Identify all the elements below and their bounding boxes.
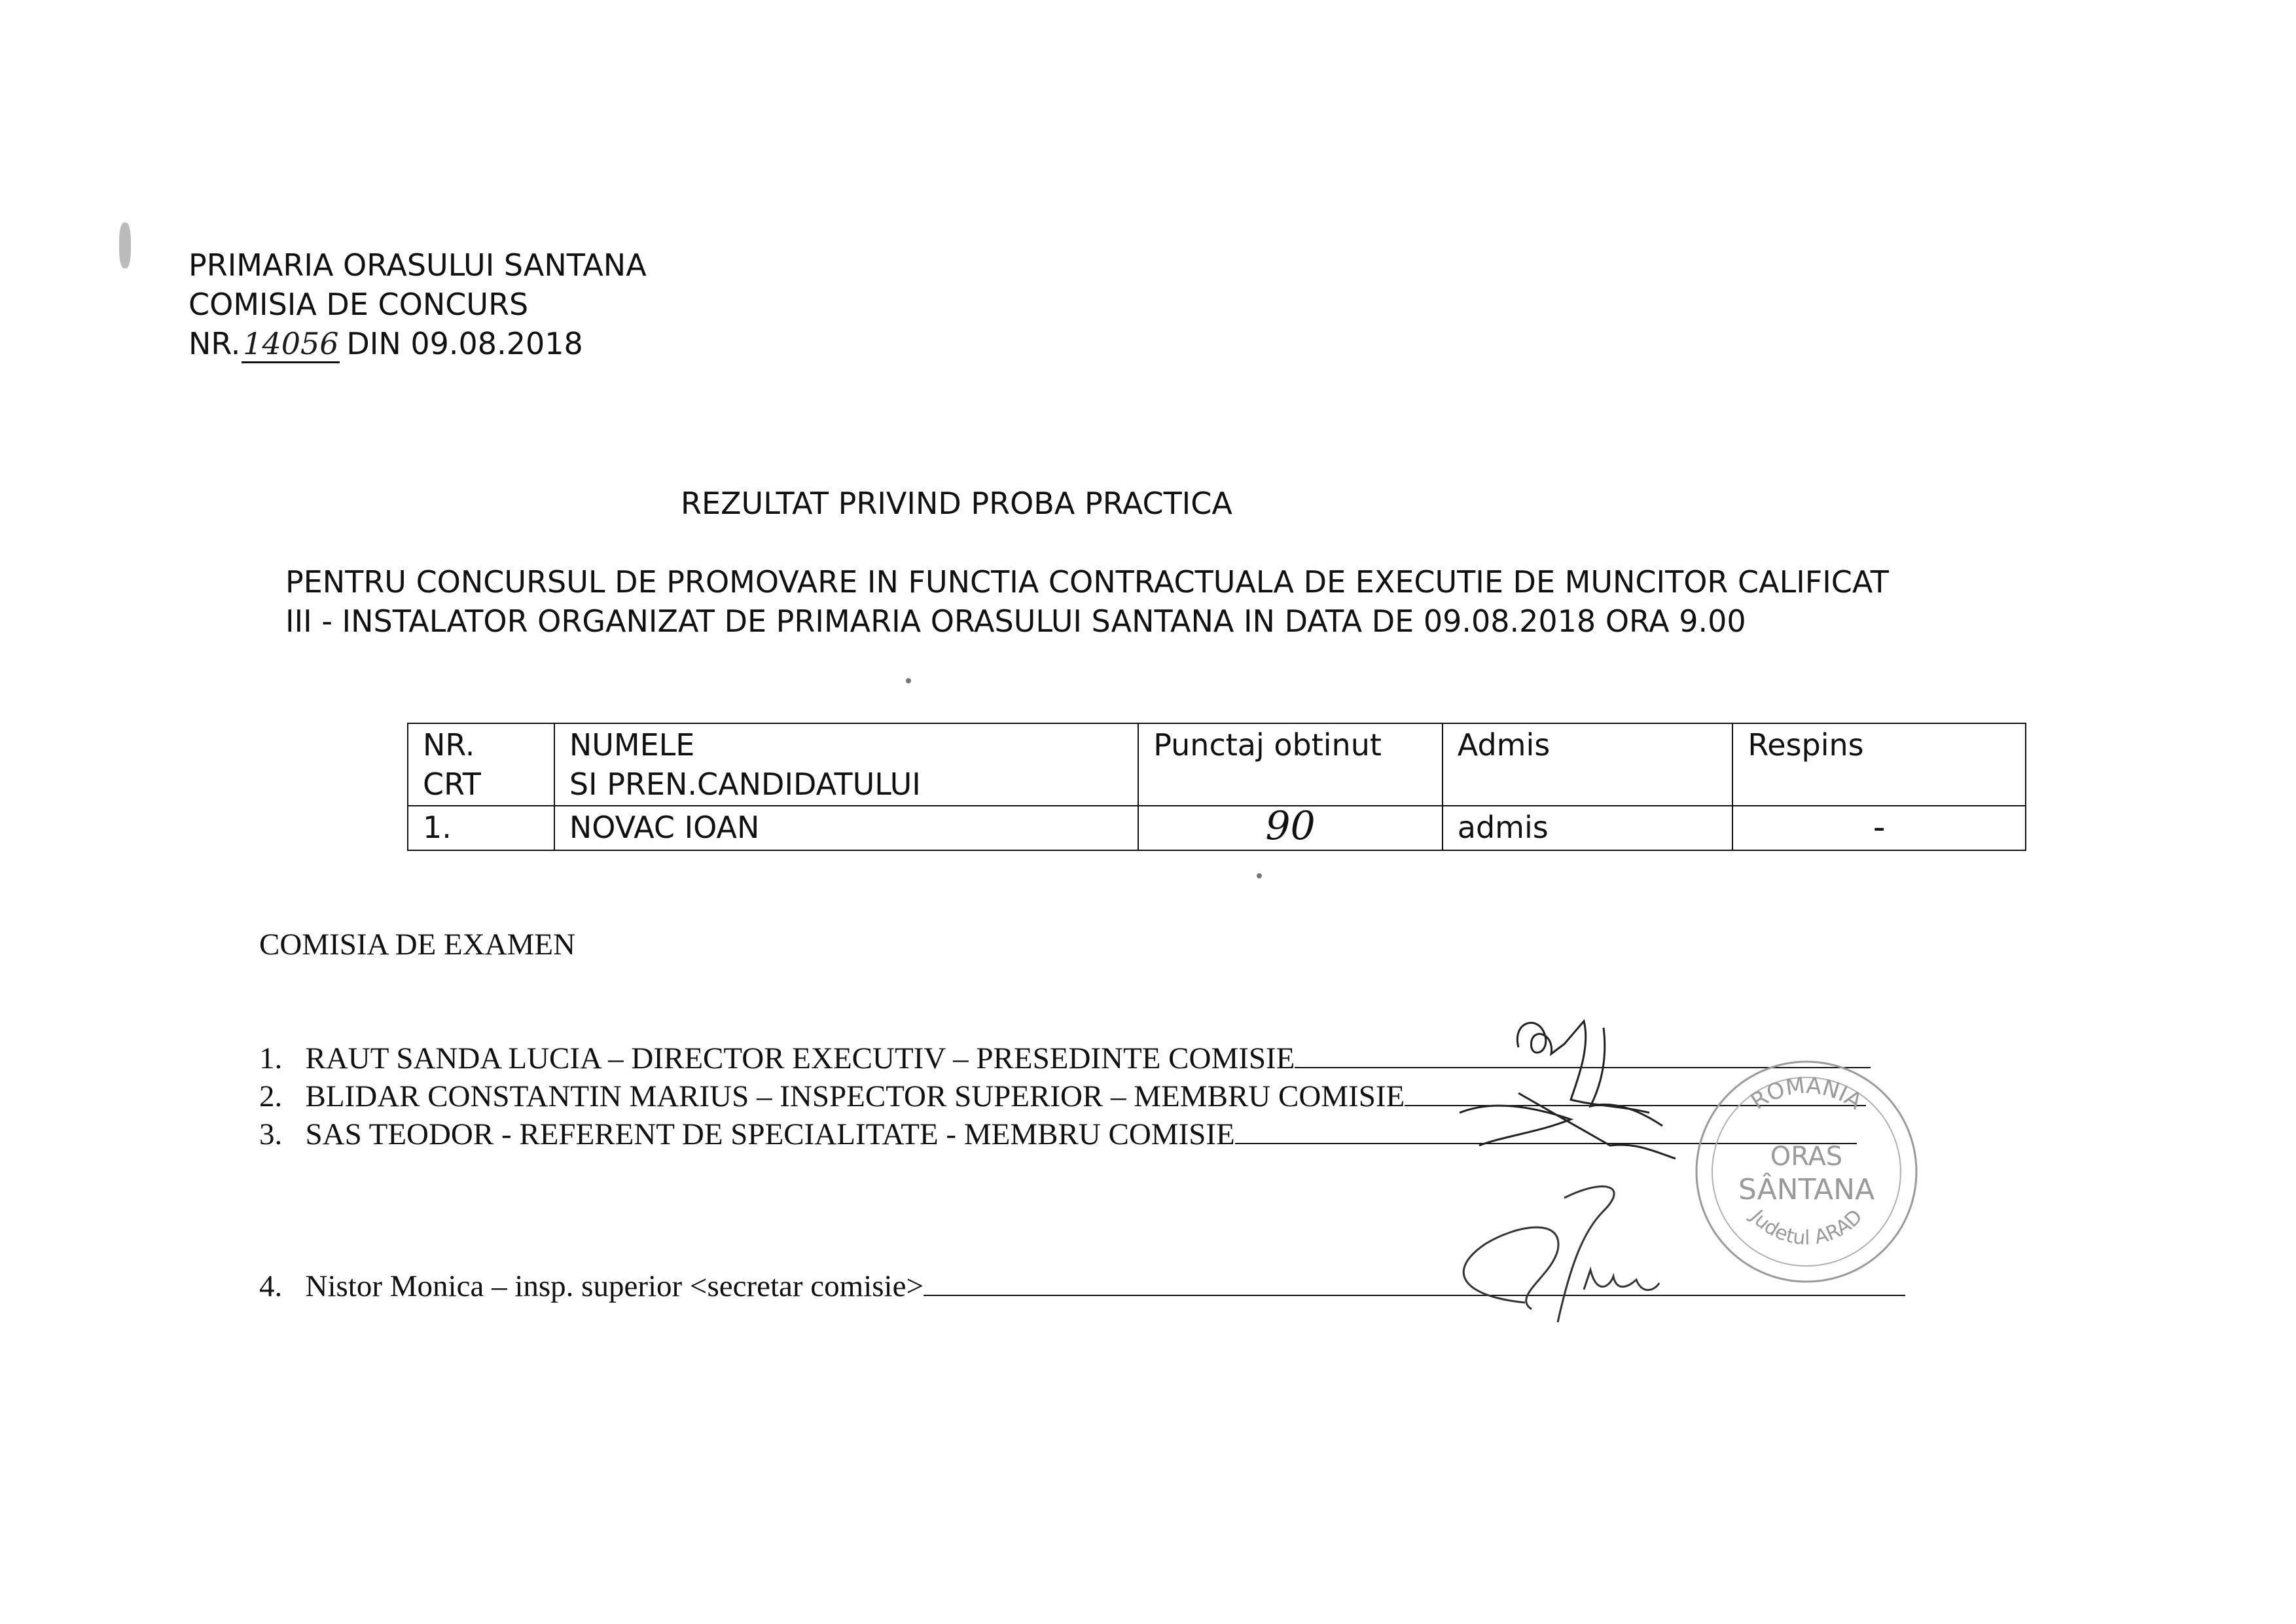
institution-name: PRIMARIA ORASULUI SANTANA (188, 247, 647, 283)
scan-artifact (119, 223, 131, 268)
row-admitted: admis (1443, 806, 1733, 850)
official-stamp (1689, 1054, 1924, 1290)
header-rejected: Respins (1732, 723, 2026, 806)
row-nr: 1. (408, 806, 554, 850)
department-name: COMISIA DE CONCURS (188, 287, 529, 322)
stamp-line-1: ORAS (1770, 1142, 1843, 1172)
handwritten-score: 90 (1265, 803, 1316, 849)
header-candidate-name: NUMELE SI PREN.CANDIDATULUI (554, 723, 1138, 806)
signature-blidar (1440, 1074, 1689, 1165)
scan-artifact (1257, 873, 1262, 878)
document-subtitle-line-2: III - INSTALATOR ORGANIZAT DE PRIMARIA ORASULUI SANTANA IN DATA DE 09.08.2018 ORA 9.00 (285, 604, 1746, 639)
table-header-row (408, 723, 2026, 806)
committee-member-4: 4. Nistor Monica – insp. superior <secretar comisie> (259, 1269, 1905, 1304)
stamp-line-2: SÂNTANA (1738, 1173, 1875, 1206)
registration-line (188, 326, 583, 363)
row-score (1138, 803, 1443, 850)
document-subtitle-line-1: PENTRU CONCURSUL DE PROMOVARE IN FUNCTIA CONTRACTUALA DE EXECUTIE DE MUNCITOR CALIFICAT (285, 564, 1889, 600)
document-title: REZULTAT PRIVIND PROBA PRACTICA (681, 486, 1232, 521)
header-nr-crt: NR. CRT (408, 723, 554, 806)
row-candidate-name: NOVAC IOAN (554, 806, 1138, 850)
stamp-top-text: ROMANIA (1746, 1072, 1867, 1115)
table-row (408, 806, 2026, 850)
scan-artifact (906, 678, 911, 683)
results-table (407, 723, 2026, 851)
header-score: Punctaj obtinut (1138, 723, 1443, 806)
committee-member-3: 3. SAS TEODOR - REFERENT DE SPECIALITATE - MEMBRU COMISIE (259, 1117, 1857, 1152)
signature-nistor (1433, 1172, 1708, 1329)
committee-heading: COMISIA DE EXAMEN (259, 928, 576, 962)
signature-line (924, 1294, 1905, 1296)
committee-member-1: 1. RAUT SANDA LUCIA – DIRECTOR EXECUTIV – PRESEDINTE COMISIE (259, 1041, 1871, 1076)
registration-prefix: NR. (188, 326, 241, 361)
row-rejected: - (1732, 806, 2026, 850)
header-admitted: Admis (1443, 723, 1733, 806)
registration-number: 14056 (242, 326, 340, 363)
committee-member-2: 2. BLIDAR CONSTANTIN MARIUS – INSPECTOR SUPERIOR – MEMBRU COMISIE (259, 1079, 1866, 1114)
stamp-bottom-text: Judetul ARAD (1746, 1205, 1867, 1250)
registration-date: DIN 09.08.2018 (346, 326, 583, 361)
